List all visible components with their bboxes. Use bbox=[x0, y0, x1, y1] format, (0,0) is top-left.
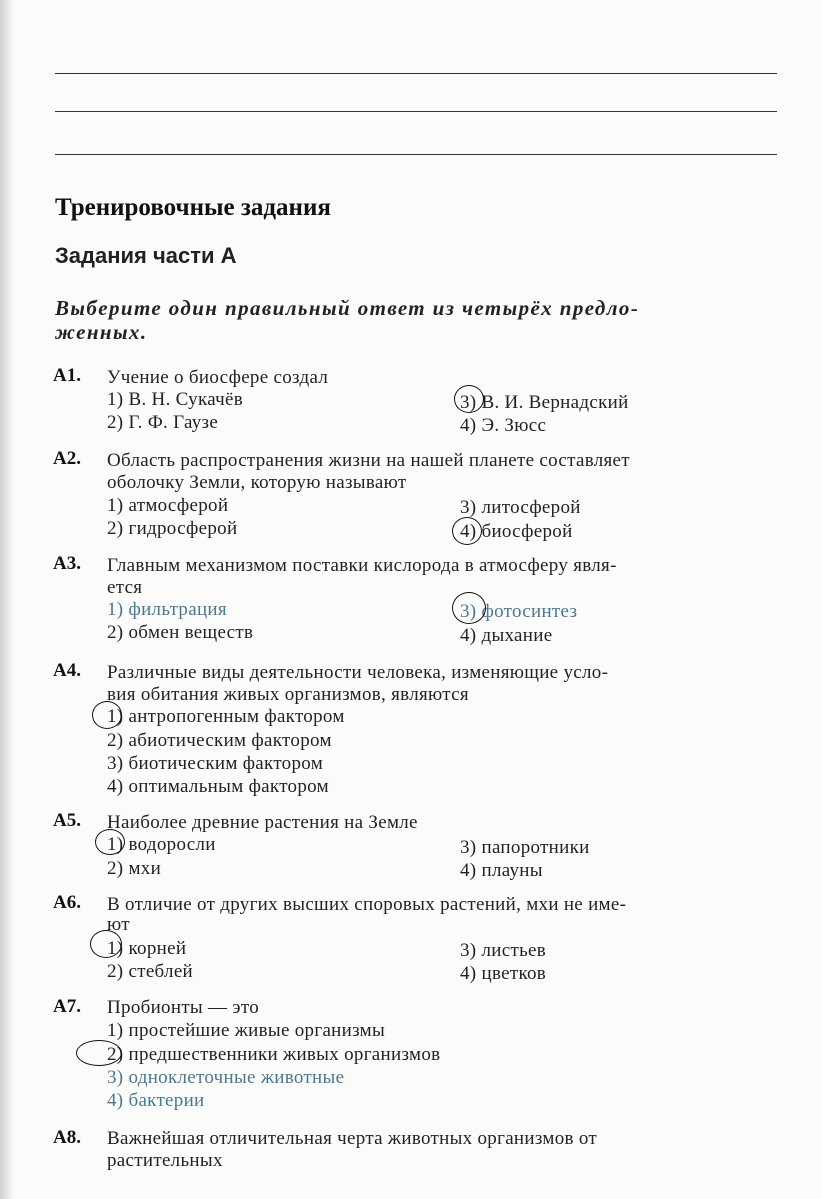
option-3: 3) литосферой bbox=[460, 497, 581, 518]
question-number: А2. bbox=[53, 448, 81, 469]
question-text: Наиболее древние растения на Земле bbox=[107, 812, 418, 833]
question-number: А7. bbox=[53, 996, 81, 1017]
question-text-line-2: оболочку Земли, которую называют bbox=[107, 472, 407, 493]
option-1: 1) водоросли bbox=[107, 834, 216, 855]
question-number: А1. bbox=[53, 365, 81, 386]
answer-circle-mark bbox=[452, 517, 482, 545]
option-4: 4) оптимальным фактором bbox=[107, 776, 329, 797]
option-2: 2) гидросферой bbox=[107, 518, 238, 539]
option-1: 1) атмосферой bbox=[107, 495, 229, 516]
option-1: 1) корней bbox=[107, 938, 187, 959]
option-3: 3) листьев bbox=[460, 940, 547, 961]
answer-circle-mark bbox=[90, 930, 122, 958]
option-4: 4) цветков bbox=[460, 963, 547, 984]
instruction-line-1: Выберите один правильный ответ из четырёх предло- bbox=[55, 296, 640, 320]
answer-line-3 bbox=[55, 154, 777, 155]
option-2: 2) обмен веществ bbox=[107, 622, 254, 643]
question-number: А3. bbox=[53, 553, 81, 574]
option-4: 4) плауны bbox=[460, 860, 543, 881]
answer-line-2 bbox=[55, 111, 777, 112]
question-text: Пробионты — это bbox=[107, 997, 260, 1018]
answer-circle-mark bbox=[95, 829, 125, 855]
section-title: Тренировочные задания bbox=[55, 194, 331, 221]
option-3: 3) фотосинтез bbox=[460, 601, 578, 622]
question-text-line-1: Различные виды деятельности человека, изменяющие усло- bbox=[107, 662, 609, 683]
question-number: А8. bbox=[53, 1127, 81, 1148]
instruction-line-2: женных. bbox=[55, 320, 148, 344]
question-text: Учение о биосфере создал bbox=[107, 367, 329, 388]
question-number: А4. bbox=[53, 660, 81, 681]
option-3: 3) биотическим фактором bbox=[107, 753, 324, 774]
option-4: 4) дыхание bbox=[460, 625, 553, 646]
answer-line-1 bbox=[55, 73, 777, 74]
option-3: 3) папоротники bbox=[460, 837, 590, 858]
option-3: 3) одноклеточные животные bbox=[107, 1067, 345, 1088]
answer-circle-mark bbox=[92, 701, 122, 729]
option-4: 4) бактерии bbox=[107, 1090, 205, 1111]
option-2: 2) предшественники живых организмов bbox=[107, 1044, 441, 1065]
option-2: 2) абиотическим фактором bbox=[107, 730, 332, 751]
answer-circle-mark bbox=[452, 592, 486, 624]
question-text-line-1: Главным механизмом поставки кислорода в атмосферу явля- bbox=[107, 555, 617, 576]
question-text-line-2: вия обитания живых организмов, являются bbox=[107, 684, 469, 705]
option-1: 1) фильтрация bbox=[107, 599, 227, 620]
section-subtitle: Задания части А bbox=[55, 243, 237, 268]
question-text-line-2: ют bbox=[107, 914, 130, 935]
question-text-line-1: Область распространения жизни на нашей планете составляет bbox=[107, 450, 630, 471]
option-4: 4) Э. Зюсс bbox=[460, 415, 547, 436]
option-2: 2) стеблей bbox=[107, 961, 194, 982]
option-2: 2) мхи bbox=[107, 858, 162, 879]
option-2: 2) Г. Ф. Гаузе bbox=[107, 412, 219, 433]
option-3: 3) В. И. Вернадский bbox=[460, 392, 629, 413]
option-4: 4) биосферой bbox=[460, 521, 573, 542]
answer-circle-mark bbox=[76, 1040, 122, 1066]
question-number: А5. bbox=[53, 810, 81, 831]
page-edge-shadow bbox=[0, 0, 14, 1199]
question-text-line-1: Важнейшая отличительная черта животных организмов от bbox=[107, 1128, 598, 1149]
option-1: 1) В. Н. Сукачёв bbox=[107, 389, 244, 410]
option-1: 1) простейшие живые организмы bbox=[107, 1020, 386, 1041]
instruction-text bbox=[55, 296, 777, 344]
question-number: А6. bbox=[53, 892, 81, 913]
question-text-line-2: ется bbox=[107, 577, 143, 598]
question-text-line-2: растительных bbox=[107, 1150, 223, 1171]
answer-circle-mark bbox=[454, 385, 484, 413]
option-1: 1) антропогенным фактором bbox=[107, 706, 345, 727]
question-text-line-1: В отличие от других высших споровых растений, мхи не име- bbox=[107, 894, 627, 915]
